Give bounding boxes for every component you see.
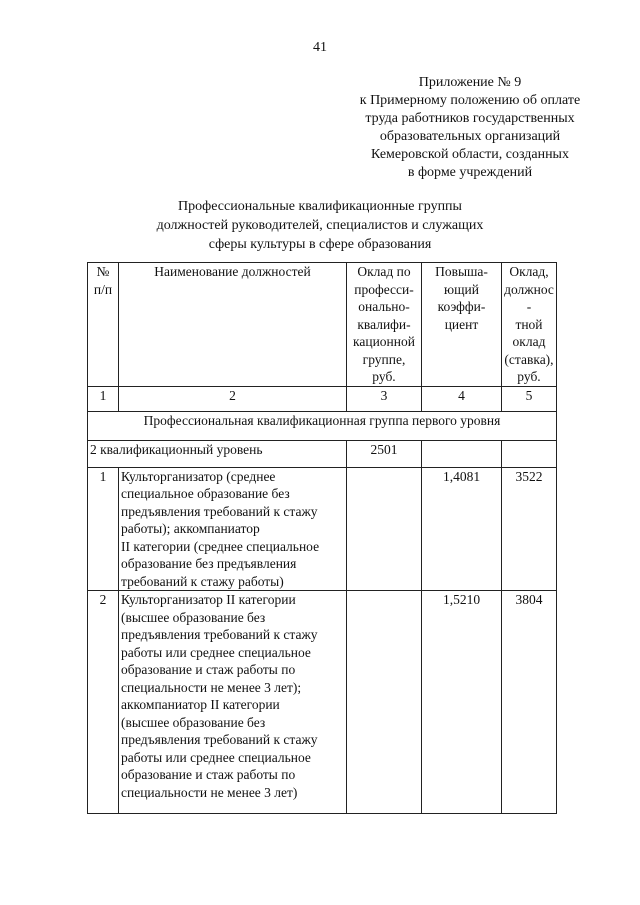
appendix-line: труда работников государственных	[365, 111, 575, 126]
qualification-level-row	[88, 440, 557, 467]
final-salary: 3804	[502, 591, 557, 814]
appendix-line: образовательных организаций	[379, 129, 561, 144]
header-line: Оклад по	[357, 264, 411, 279]
group-title-row	[88, 411, 557, 440]
position-line: требований к стажу работы)	[121, 573, 284, 589]
header-line: циент	[444, 316, 479, 332]
header-line: онально-	[358, 299, 410, 314]
row-number: 1	[88, 467, 119, 591]
position-line: Культорганизатор (среднее	[121, 468, 276, 484]
position-line: предъявления требований к стажу	[121, 627, 318, 642]
column-number-row	[88, 386, 557, 411]
position-line: работы или среднее специальное	[121, 644, 311, 660]
position-line: специальности не менее 3 лет);	[121, 679, 302, 695]
header-line: квалифи-	[357, 316, 411, 332]
position-line: (высшее образование без	[121, 714, 266, 730]
coefficient: 1,4081	[422, 467, 502, 591]
column-number: 2	[119, 386, 347, 411]
header-line: группе,	[362, 351, 406, 367]
position-line: II категории (среднее специальное	[121, 538, 320, 554]
appendix-line: в форме учреждений	[407, 165, 533, 180]
position-line: предъявления требований к стажу	[121, 503, 318, 519]
empty-cell	[347, 591, 422, 814]
header-line: руб.	[372, 369, 396, 384]
appendix-line: Приложение № 9	[418, 75, 522, 90]
header-final-salary	[502, 263, 557, 387]
final-salary: 3522	[502, 467, 557, 591]
position-line: образование без предъявления	[121, 556, 297, 571]
level-salary: 2501	[347, 440, 422, 467]
qualification-table	[87, 262, 557, 814]
header-line: коэффи-	[437, 299, 486, 314]
header-num	[88, 263, 119, 387]
appendix-line: Кемеровской области, созданных	[371, 147, 569, 162]
header-line: Оклад,	[509, 264, 549, 279]
header-line: оклад	[512, 334, 546, 349]
column-number: 3	[347, 386, 422, 411]
appendix-header	[300, 74, 640, 182]
title-line: Профессиональные квалификационные группы	[178, 199, 462, 214]
title-line: должностей руководителей, специалистов и служащих	[156, 218, 484, 233]
header-line: професси-	[354, 281, 414, 297]
position-line: образование и стаж работы по	[121, 767, 296, 782]
column-number: 5	[502, 386, 557, 411]
title-line: сферы культуры в сфере образования	[208, 237, 432, 252]
header-line: п/п	[93, 281, 113, 297]
document-title	[0, 197, 640, 254]
empty-cell	[347, 467, 422, 591]
position-line: образование и стаж работы по	[121, 662, 296, 677]
header-line: ющий	[444, 281, 479, 297]
header-line: тной	[515, 316, 543, 332]
position-line: специальное образование без	[121, 486, 290, 501]
position-line: работы или среднее специальное	[121, 749, 311, 765]
position-line: работы); аккомпаниатор	[121, 521, 260, 536]
table-row	[88, 467, 557, 591]
group-title: Профессиональная квалификационная группа первого уровня	[88, 411, 557, 440]
table-row	[88, 591, 557, 814]
qualification-level: 2 квалификационный уровень	[88, 440, 347, 467]
header-coefficient	[422, 263, 502, 387]
header-line: (ставка),	[504, 351, 554, 367]
empty-cell	[422, 440, 502, 467]
appendix-line: к Примерному положению об оплате	[359, 93, 581, 108]
header-line: №	[96, 264, 110, 279]
column-number: 4	[422, 386, 502, 411]
position-line: аккомпаниатор II категории	[121, 697, 280, 712]
column-number: 1	[88, 386, 119, 411]
coefficient: 1,5210	[422, 591, 502, 814]
table-header-row	[88, 263, 557, 387]
position-line: Культорганизатор II категории	[121, 592, 296, 607]
position-line: предъявления требований к стажу	[121, 732, 318, 747]
empty-cell	[502, 440, 557, 467]
position-line: (высшее образование без	[121, 609, 266, 625]
header-name	[119, 263, 347, 387]
position-line: специальности не менее 3 лет)	[121, 784, 298, 800]
position-name	[119, 467, 347, 591]
position-name	[119, 591, 347, 814]
header-salary	[347, 263, 422, 387]
row-number: 2	[88, 591, 119, 814]
header-line: кационной	[353, 334, 415, 349]
header-line: Повыша-	[435, 264, 488, 279]
header-line: руб.	[517, 369, 541, 384]
page-number: 41	[313, 40, 327, 55]
header-line: должнос-	[504, 281, 554, 314]
header-line: Наименование должностей	[154, 264, 311, 279]
